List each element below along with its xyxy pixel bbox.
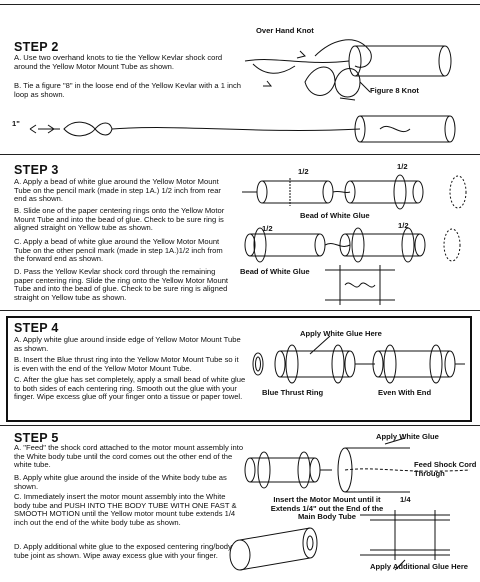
insert-motor-mount-label: Insert the Motor Mount until it Extends 1/4" out the End of the Main Body Tube — [270, 495, 384, 522]
step5-text-d: D. Apply additional white glue to the exposed centering ring/body tube joint as shown. Wipe away excess glue with your finger. — [14, 542, 232, 560]
apply-additional-glue-label: Apply Additional Glue Here — [370, 562, 469, 571]
figure8-knot-label: Figure 8 Knot — [370, 86, 419, 95]
step3-title: STEP 3 — [14, 163, 59, 177]
loop-and-tube-diagram — [30, 112, 475, 146]
step4-text-c: C. After the glue has set completely, apply a small bead of white glue to both sides of each centering ring. Smooth out the glue with your finger. Wipe excess glue off your finger onto a tissue or paper towel. — [14, 375, 246, 402]
top-rule — [0, 4, 480, 5]
step4-text-a: A. Apply white glue around inside edge of Yellow Motor Mount Tube as shown. — [14, 335, 241, 353]
loop-size-label: 1" — [12, 119, 20, 128]
divider-step3-4 — [0, 310, 480, 311]
step4-text-b: B. Insert the Blue thrust ring into the Yellow Motor Mount Tube so it is even with the end of the Yellow Motor Mount Tube. — [14, 355, 239, 373]
half-inch-label-1: 1/2 — [298, 167, 309, 176]
step4-diagram — [250, 340, 465, 390]
step3-tube-diagrams — [240, 167, 475, 310]
apply-white-glue-label: Apply White Glue — [376, 432, 439, 441]
half-inch-label-4: 1/2 — [398, 221, 409, 230]
divider-step2-3 — [0, 154, 480, 155]
step3-text-a: A. Apply a bead of white glue around the Yellow Motor Mount Tube on the pencil mark (made in step 1A.) 1/2 inch from rear end as shown. — [14, 177, 221, 204]
bead-glue-label-2: Bead of White Glue — [240, 267, 310, 276]
step5-title: STEP 5 — [14, 431, 59, 445]
figure8-knot-diagram — [300, 62, 370, 102]
overhand-knot-label: Over Hand Knot — [256, 26, 314, 35]
feed-shock-cord-label: Feed Shock Cord Through — [414, 460, 477, 478]
step2-text-b: B. Tie a figure "8" in the loose end of the Yellow Kevlar with a 1 inch loop as shown. — [14, 81, 242, 99]
step3-text-b: B. Slide one of the paper centering rings onto the Yellow Motor Mount Tube and into the bead of glue. Check to be sure ring is aligned straight on Yellow tube as shown. — [14, 206, 225, 233]
step5-diagram — [220, 440, 475, 575]
step2-text-a: A. Use two overhand knots to tie the Yellow Kevlar shock cord around the Yellow Motor Mount Tube as shown. — [14, 53, 223, 71]
step2-title: STEP 2 — [14, 40, 59, 54]
step5-text-b: B. Apply white glue around the inside of the White body tube as shown. — [14, 473, 227, 491]
divider-step4-5 — [0, 425, 480, 426]
bead-glue-label-1: Bead of White Glue — [300, 211, 370, 220]
blue-thrust-ring-label: Blue Thrust Ring — [262, 388, 324, 397]
half-inch-label-3: 1/2 — [262, 224, 273, 233]
even-with-end-label: Even With End — [378, 388, 432, 397]
half-inch-label-2: 1/2 — [397, 162, 408, 171]
step5-text-c: C. Immediately insert the motor mount assembly into the White body tube and PUSH INTO THE BODY TUBE WITH ONE FAST & SMOOTH MOTION until the Yellow motor mount tube extends 1/4 inch out the end of the white body tube as shown. — [14, 492, 237, 527]
quarter-inch-label: 1/4 — [400, 495, 411, 504]
step5-text-a: A. "Feed" the shock cord attached to the motor mount assembly into the White body tube until the cord comes out the other end of the white tube. — [14, 443, 244, 470]
apply-glue-here-label: Apply White Glue Here — [300, 329, 382, 338]
step3-text-c: C. Apply a bead of white glue around the Yellow Motor Mount Tube on the other pencil mark (made in step 1A.)1/2 inch from the forward end as shown. — [14, 237, 223, 264]
step3-text-d: D. Pass the Yellow Kevlar shock cord through the remaining paper centering ring. Slide the ring onto the Yellow Motor Mount Tube and into the bead of glue. Check to be sure ring is aligned straight on Yellow tube as shown. — [14, 267, 229, 302]
step4-title: STEP 4 — [14, 321, 59, 335]
